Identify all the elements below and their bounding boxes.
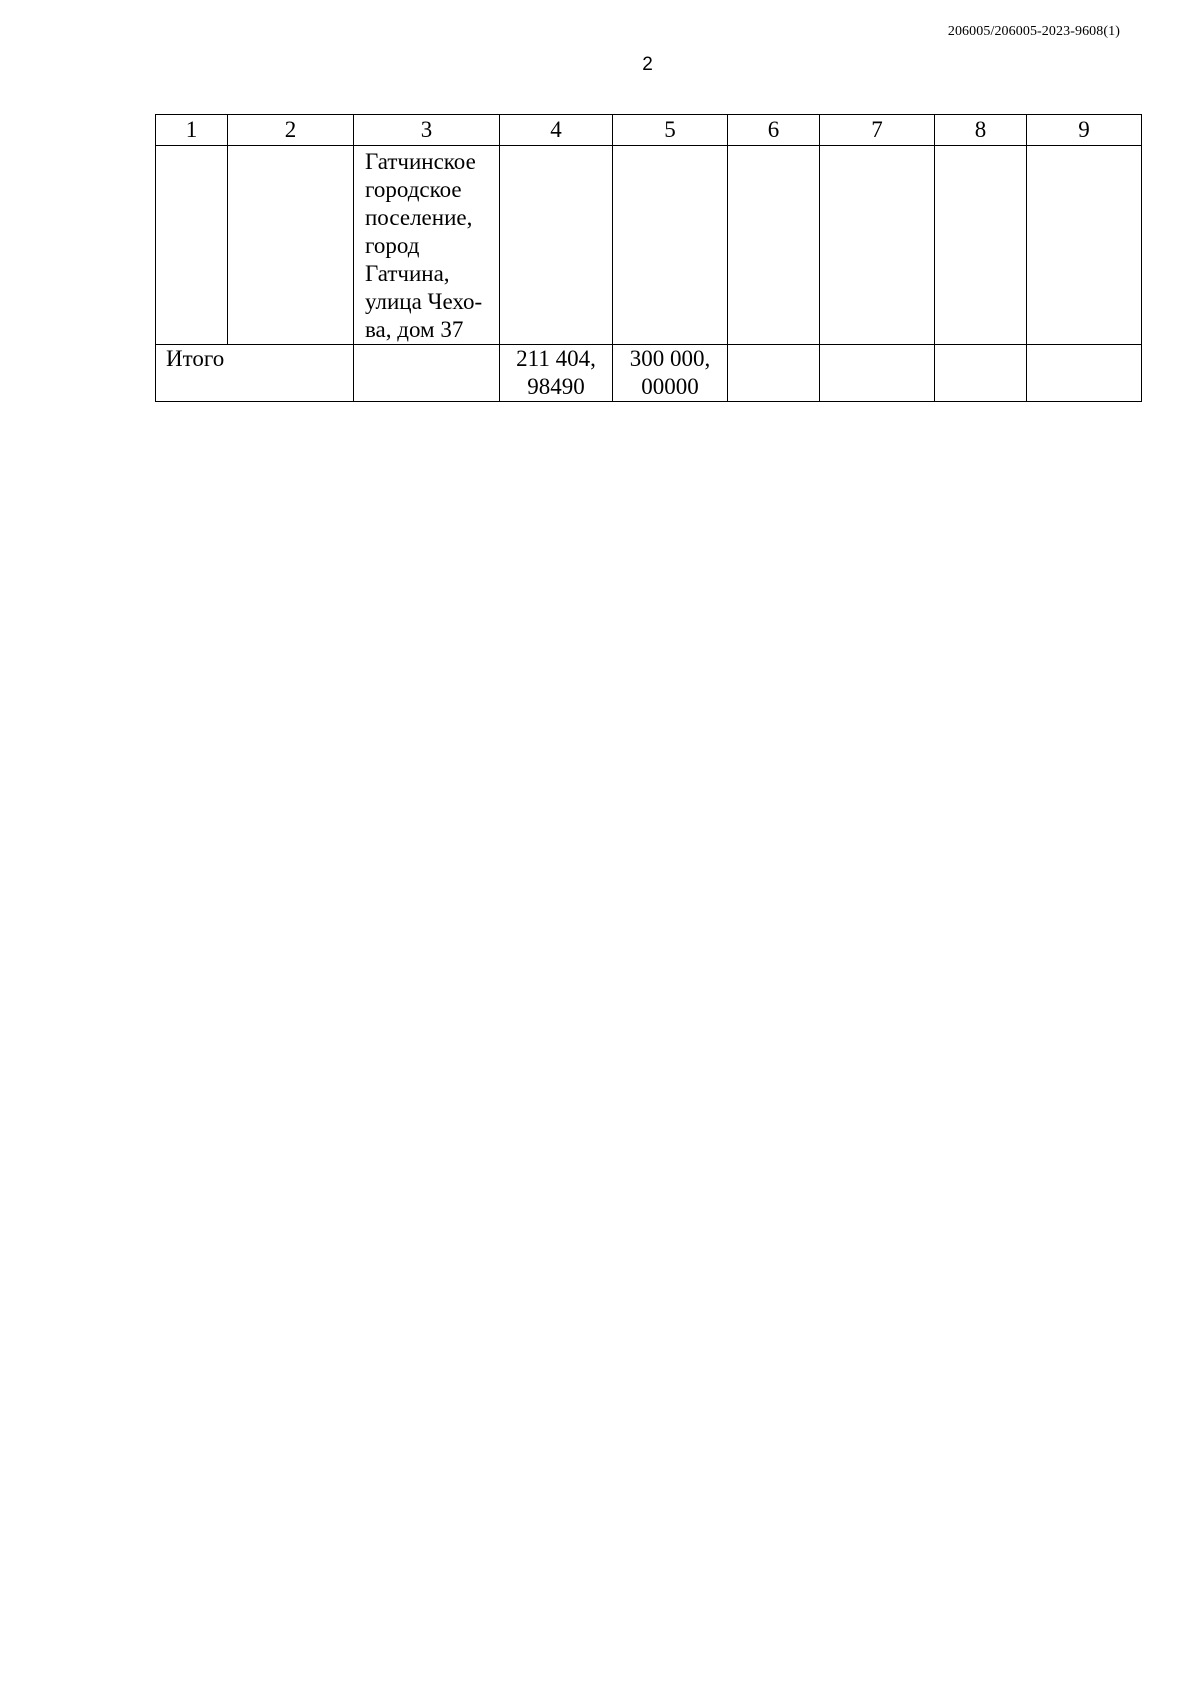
column-number-row: [156, 115, 1142, 146]
value-line: 300 000,: [629, 346, 711, 371]
table-cell: [1027, 345, 1142, 402]
address-line: ва, дом 37: [365, 317, 464, 342]
address-line: Гатчина,: [365, 261, 450, 286]
value-line: 98490: [527, 374, 585, 399]
total-col5-value: [613, 345, 728, 402]
column-number: 9: [1027, 115, 1142, 146]
table-cell: [820, 146, 935, 345]
address-line: город: [365, 233, 420, 258]
total-label: Итого: [156, 345, 354, 402]
table-cell: [354, 345, 500, 402]
table-cell: [500, 146, 613, 345]
table-cell: [728, 345, 820, 402]
column-number: 8: [935, 115, 1027, 146]
table-cell: [156, 146, 228, 345]
total-col4-value: [500, 345, 613, 402]
table-cell: [613, 146, 728, 345]
address-line: Гатчинское: [365, 149, 476, 174]
address-line: городское: [365, 177, 462, 202]
table-cell: [935, 146, 1027, 345]
data-table: [155, 114, 1142, 402]
total-row: [156, 345, 1142, 402]
column-number: 7: [820, 115, 935, 146]
address-line: улица Чехо-: [365, 289, 483, 314]
table-cell: [935, 345, 1027, 402]
table-cell: [728, 146, 820, 345]
column-number: 4: [500, 115, 613, 146]
column-number: 1: [156, 115, 228, 146]
column-number: 2: [228, 115, 354, 146]
table-cell: [228, 146, 354, 345]
address-cell: [354, 146, 500, 345]
table-cell: [820, 345, 935, 402]
address-line: поселение,: [365, 205, 473, 230]
column-number: 6: [728, 115, 820, 146]
document-registration-number: 206005/206005-2023-9608(1): [947, 24, 1120, 39]
table-cell: [1027, 146, 1142, 345]
value-line: 211 404,: [516, 346, 596, 371]
table-row: [156, 146, 1142, 345]
page-number: 2: [642, 54, 653, 75]
column-number: 5: [613, 115, 728, 146]
value-line: 00000: [641, 374, 699, 399]
column-number: 3: [354, 115, 500, 146]
